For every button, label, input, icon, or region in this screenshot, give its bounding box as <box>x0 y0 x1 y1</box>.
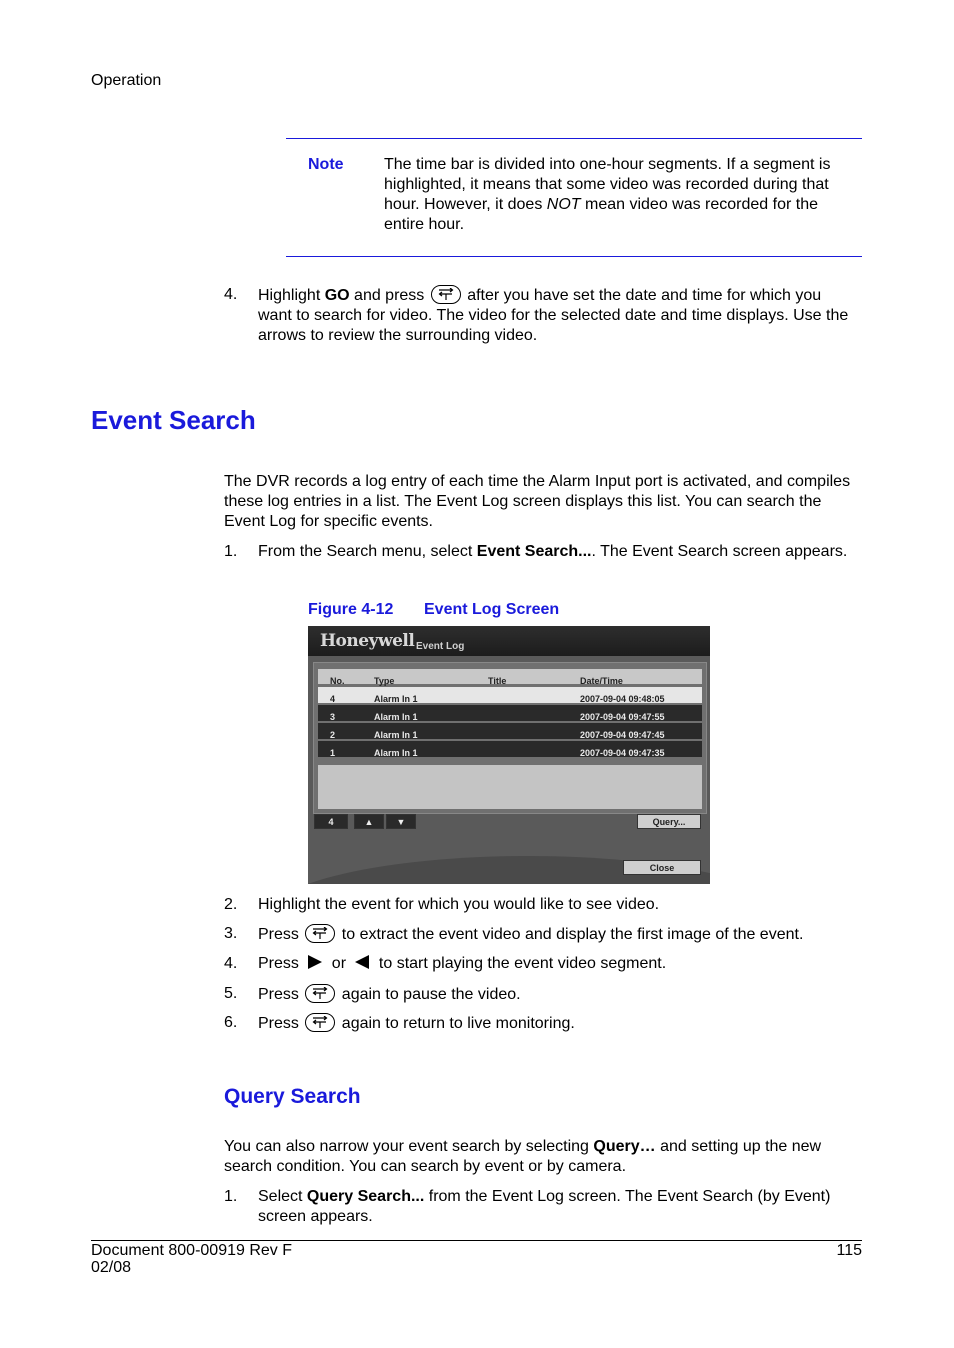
note-top-rule <box>286 138 862 139</box>
event-table-header <box>318 669 702 684</box>
table-empty-area <box>318 765 702 809</box>
play-reverse-icon <box>353 954 371 970</box>
event-table-panel <box>313 662 707 814</box>
screenshot-title: Event Log <box>416 641 465 652</box>
page-number: 115 <box>836 1242 862 1259</box>
note-label: Note <box>308 156 344 173</box>
page-count-field[interactable]: 4 <box>314 814 348 829</box>
figure-number: Figure 4-12 <box>308 601 394 618</box>
event-log-screenshot <box>308 626 710 884</box>
play-forward-icon <box>306 954 324 970</box>
figure-title: Event Log Screen <box>424 601 560 618</box>
section-heading-event-search: Event Search <box>91 405 256 435</box>
enter-key-icon <box>305 1013 335 1032</box>
running-header: Operation <box>91 72 162 89</box>
table-row[interactable]: 3 Alarm In 1 2007-09-04 09:47:55 <box>318 705 702 721</box>
col-no: No. <box>330 676 345 686</box>
footer-document: Document 800-00919 Rev F <box>91 1242 292 1259</box>
col-datetime: Date/Time <box>580 676 623 686</box>
table-row[interactable]: 4 Alarm In 1 2007-09-04 09:48:05 <box>318 687 702 703</box>
col-title: Title <box>488 676 507 686</box>
screenshot-body <box>308 656 710 884</box>
note-bottom-rule <box>286 256 862 257</box>
query-search-intro: You can also narrow your event search by selecting Query… and setting up the new search condition. You can search by event or by camera. <box>224 1138 822 1175</box>
page-down-button[interactable]: ▼ <box>386 814 416 829</box>
close-button[interactable]: Close <box>623 860 701 875</box>
honeywell-logo: Honeywell <box>320 631 415 651</box>
col-type: Type <box>374 676 395 686</box>
note-text: The time bar is divided into one-hour segments. If a segment is highlighted, it means that some video was recorded during that hour. However, it does NOT mean video was recorded for the entire hour. <box>384 156 831 233</box>
enter-key-icon <box>431 285 461 304</box>
query-button[interactable]: Query... <box>637 814 701 829</box>
enter-key-icon <box>305 984 335 1003</box>
screenshot-header <box>308 626 710 656</box>
footer-date: 02/08 <box>91 1259 132 1276</box>
page-up-button[interactable]: ▲ <box>354 814 384 829</box>
subsection-heading-query-search: Query Search <box>224 1085 361 1108</box>
table-row[interactable]: 1 Alarm In 1 2007-09-04 09:47:35 <box>318 741 702 757</box>
table-row[interactable]: 2 Alarm In 1 2007-09-04 09:47:45 <box>318 723 702 739</box>
event-search-intro: The DVR records a log entry of each time the Alarm Input port is activated, and compiles these log entries in a list. The Event Log screen displays this list. You can search the Event Log for specific events. <box>224 473 851 530</box>
enter-key-icon <box>305 924 335 943</box>
